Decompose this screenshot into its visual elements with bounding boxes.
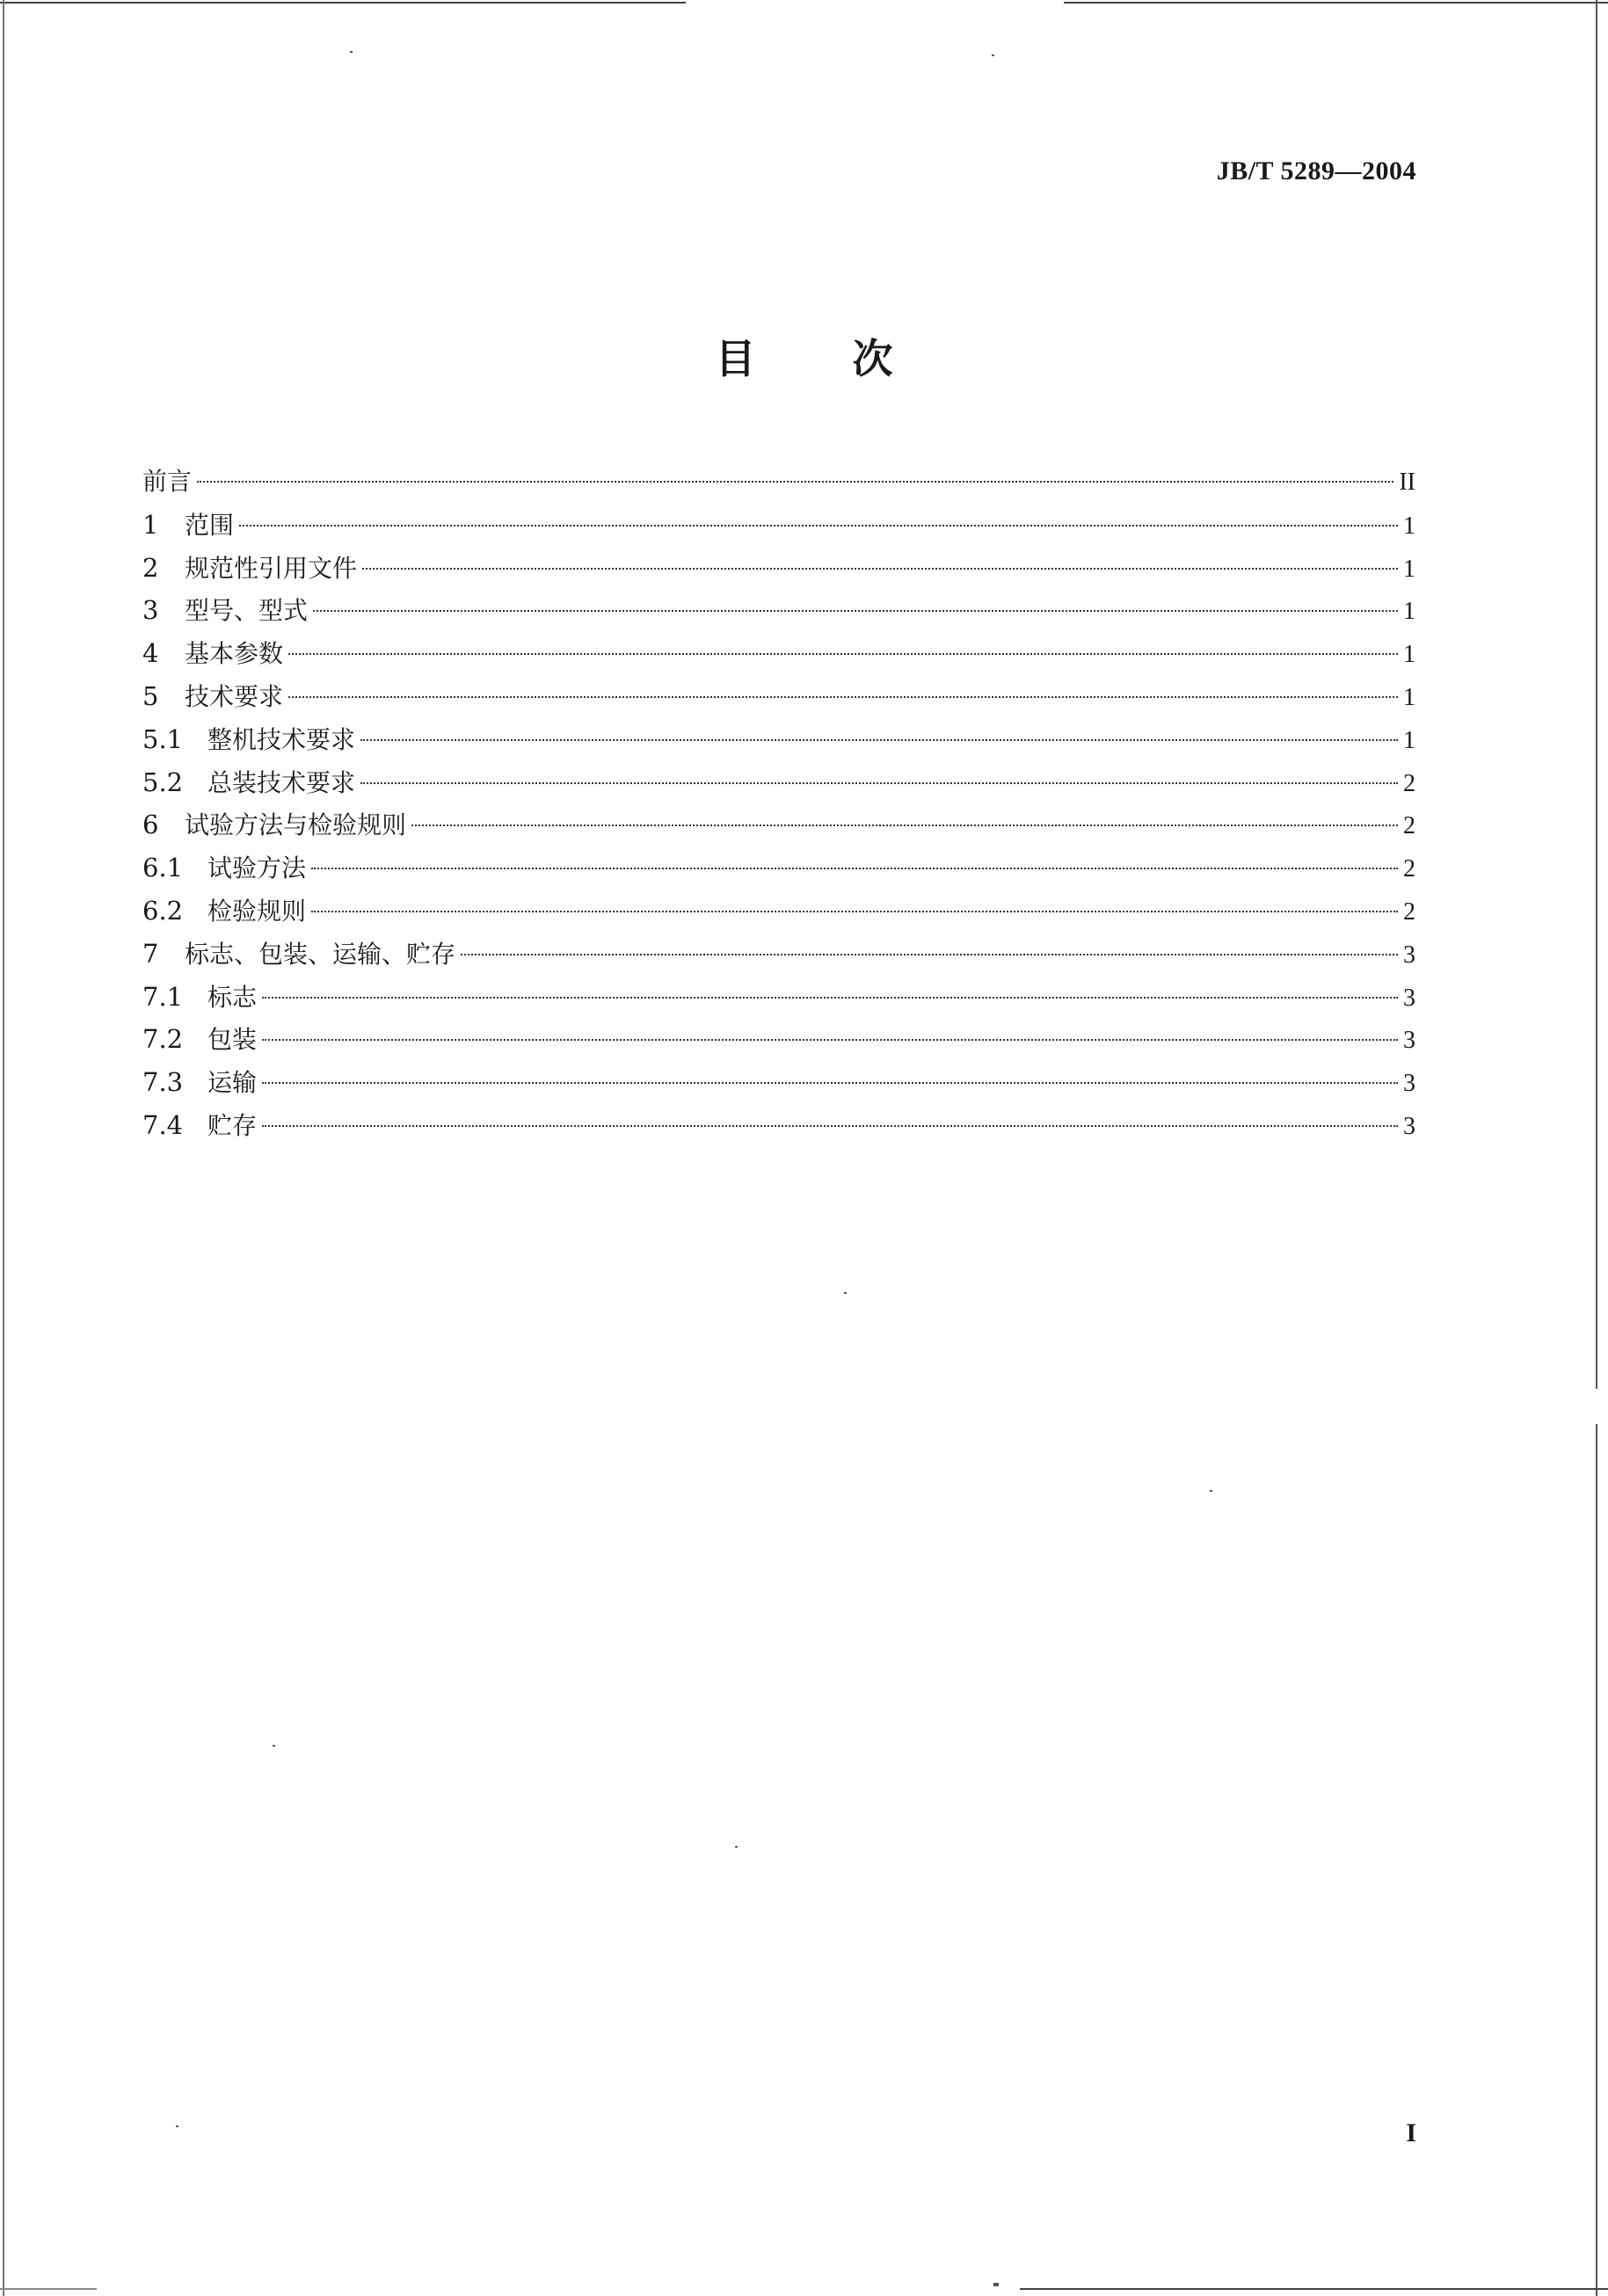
toc-entry-page: 2 (1403, 897, 1415, 926)
scan-speck (176, 2125, 178, 2127)
title-char-2: 次 (852, 335, 893, 382)
toc-entry-number: 2 (142, 552, 159, 583)
toc-entry-page: 3 (1403, 1112, 1415, 1140)
toc-entry-page: 1 (1403, 598, 1415, 626)
toc-entry[interactable] (142, 846, 1415, 890)
toc-entry-label: 标志 (207, 982, 258, 1012)
toc-entry-label: 基本参数 (185, 639, 284, 669)
toc-entry[interactable] (142, 589, 1415, 632)
toc-leader-dots (239, 525, 1398, 527)
toc-leader-dots (288, 653, 1398, 655)
toc-entry-number: 1 (142, 509, 159, 540)
toc-entry-page: 3 (1403, 1070, 1415, 1098)
toc-entry-page: 1 (1403, 726, 1415, 754)
page-title (0, 327, 1608, 385)
toc-entry[interactable] (142, 976, 1415, 1019)
toc-entry-number: 6 (142, 810, 159, 840)
toc-entry[interactable] (142, 461, 1415, 504)
toc-entry-number: 7.3 (142, 1067, 184, 1098)
scan-speck (735, 1846, 738, 1848)
toc-entry-label: 包装 (207, 1025, 258, 1055)
toc-entry-page: 2 (1403, 812, 1415, 840)
scan-border-bottom-left (0, 2288, 97, 2290)
scan-border-right-lower (1596, 1424, 1597, 2296)
toc-leader-dots (262, 997, 1398, 999)
document-code: JB/T 5289—2004 (1216, 156, 1416, 185)
toc-leader-dots (313, 610, 1398, 612)
toc-entry-label: 贮存 (207, 1110, 258, 1140)
toc-entry-page: 2 (1403, 855, 1415, 883)
table-of-contents (142, 461, 1415, 1147)
toc-entry-label: 试验方法 (207, 854, 307, 883)
toc-leader-dots (360, 739, 1398, 741)
toc-entry-page: 3 (1403, 1027, 1415, 1055)
toc-entry-page: 1 (1403, 683, 1415, 711)
toc-leader-dots (461, 954, 1398, 955)
scan-speck (350, 51, 353, 53)
toc-leader-dots (311, 868, 1398, 869)
toc-leader-dots (262, 1125, 1398, 1127)
toc-entry-label: 技术要求 (185, 681, 284, 711)
toc-entry[interactable] (142, 933, 1415, 976)
toc-entry-page: II (1399, 469, 1415, 496)
toc-entry[interactable] (142, 632, 1415, 675)
toc-entry[interactable] (142, 675, 1415, 718)
toc-entry-label: 检验规则 (207, 896, 307, 926)
toc-entry-label: 试验方法与检验规则 (185, 810, 407, 840)
toc-leader-dots (360, 782, 1398, 784)
toc-entry-number: 4 (142, 638, 159, 669)
scan-speck (273, 1745, 275, 1747)
scan-border-right-upper (1596, 0, 1597, 1389)
toc-entry-number: 7 (142, 938, 159, 969)
toc-leader-dots (262, 1039, 1398, 1041)
toc-entry-page: 1 (1403, 641, 1415, 669)
toc-entry-label: 前言 (142, 467, 193, 496)
toc-leader-dots (411, 825, 1398, 826)
toc-entry-number: 5 (142, 680, 159, 711)
scan-speck (992, 54, 994, 56)
toc-entry-label: 型号、型式 (185, 596, 309, 626)
scan-border-bottom-right (1020, 2288, 1608, 2290)
toc-entry[interactable] (142, 1018, 1415, 1061)
toc-entry-label: 运输 (207, 1068, 258, 1098)
toc-entry-page: 3 (1403, 941, 1415, 969)
toc-entry-label: 规范性引用文件 (185, 553, 358, 583)
toc-leader-dots (197, 481, 1393, 483)
toc-entry[interactable] (142, 1104, 1415, 1147)
scan-speck (993, 2283, 999, 2286)
title-char-1: 目 (715, 335, 756, 382)
scan-speck (844, 1292, 847, 1294)
toc-entry-label: 范围 (185, 510, 235, 540)
scan-border-top-right (1064, 2, 1608, 4)
toc-entry[interactable] (142, 547, 1415, 590)
toc-entry-number: 7.4 (142, 1109, 184, 1140)
toc-entry-number: 5.1 (142, 723, 184, 754)
toc-entry[interactable] (142, 761, 1415, 804)
toc-entry-page: 1 (1403, 555, 1415, 583)
toc-leader-dots (362, 568, 1398, 570)
toc-entry-label: 标志、包装、运输、贮存 (185, 939, 456, 969)
toc-leader-dots (311, 911, 1398, 912)
scan-border-top-left (0, 2, 686, 4)
toc-entry-page: 1 (1403, 512, 1415, 540)
toc-entry[interactable] (142, 890, 1415, 933)
toc-entry-page: 3 (1403, 984, 1415, 1012)
scan-speck (1210, 1490, 1212, 1492)
toc-entry[interactable] (142, 803, 1415, 846)
toc-entry[interactable] (142, 1061, 1415, 1104)
toc-entry-number: 6.2 (142, 895, 184, 926)
toc-entry[interactable] (142, 504, 1415, 547)
toc-entry[interactable] (142, 718, 1415, 761)
toc-entry-label: 总装技术要求 (207, 767, 356, 797)
toc-entry-number: 3 (142, 595, 159, 626)
toc-entry-number: 6.1 (142, 853, 184, 883)
toc-entry-number: 7.1 (142, 981, 184, 1012)
toc-entry-page: 2 (1403, 769, 1415, 797)
page-number: I (1406, 2118, 1416, 2147)
toc-entry-number: 5.2 (142, 767, 184, 797)
toc-leader-dots (262, 1082, 1398, 1084)
toc-entry-number: 7.2 (142, 1024, 184, 1055)
toc-entry-label: 整机技术要求 (207, 724, 356, 754)
toc-leader-dots (288, 696, 1398, 698)
